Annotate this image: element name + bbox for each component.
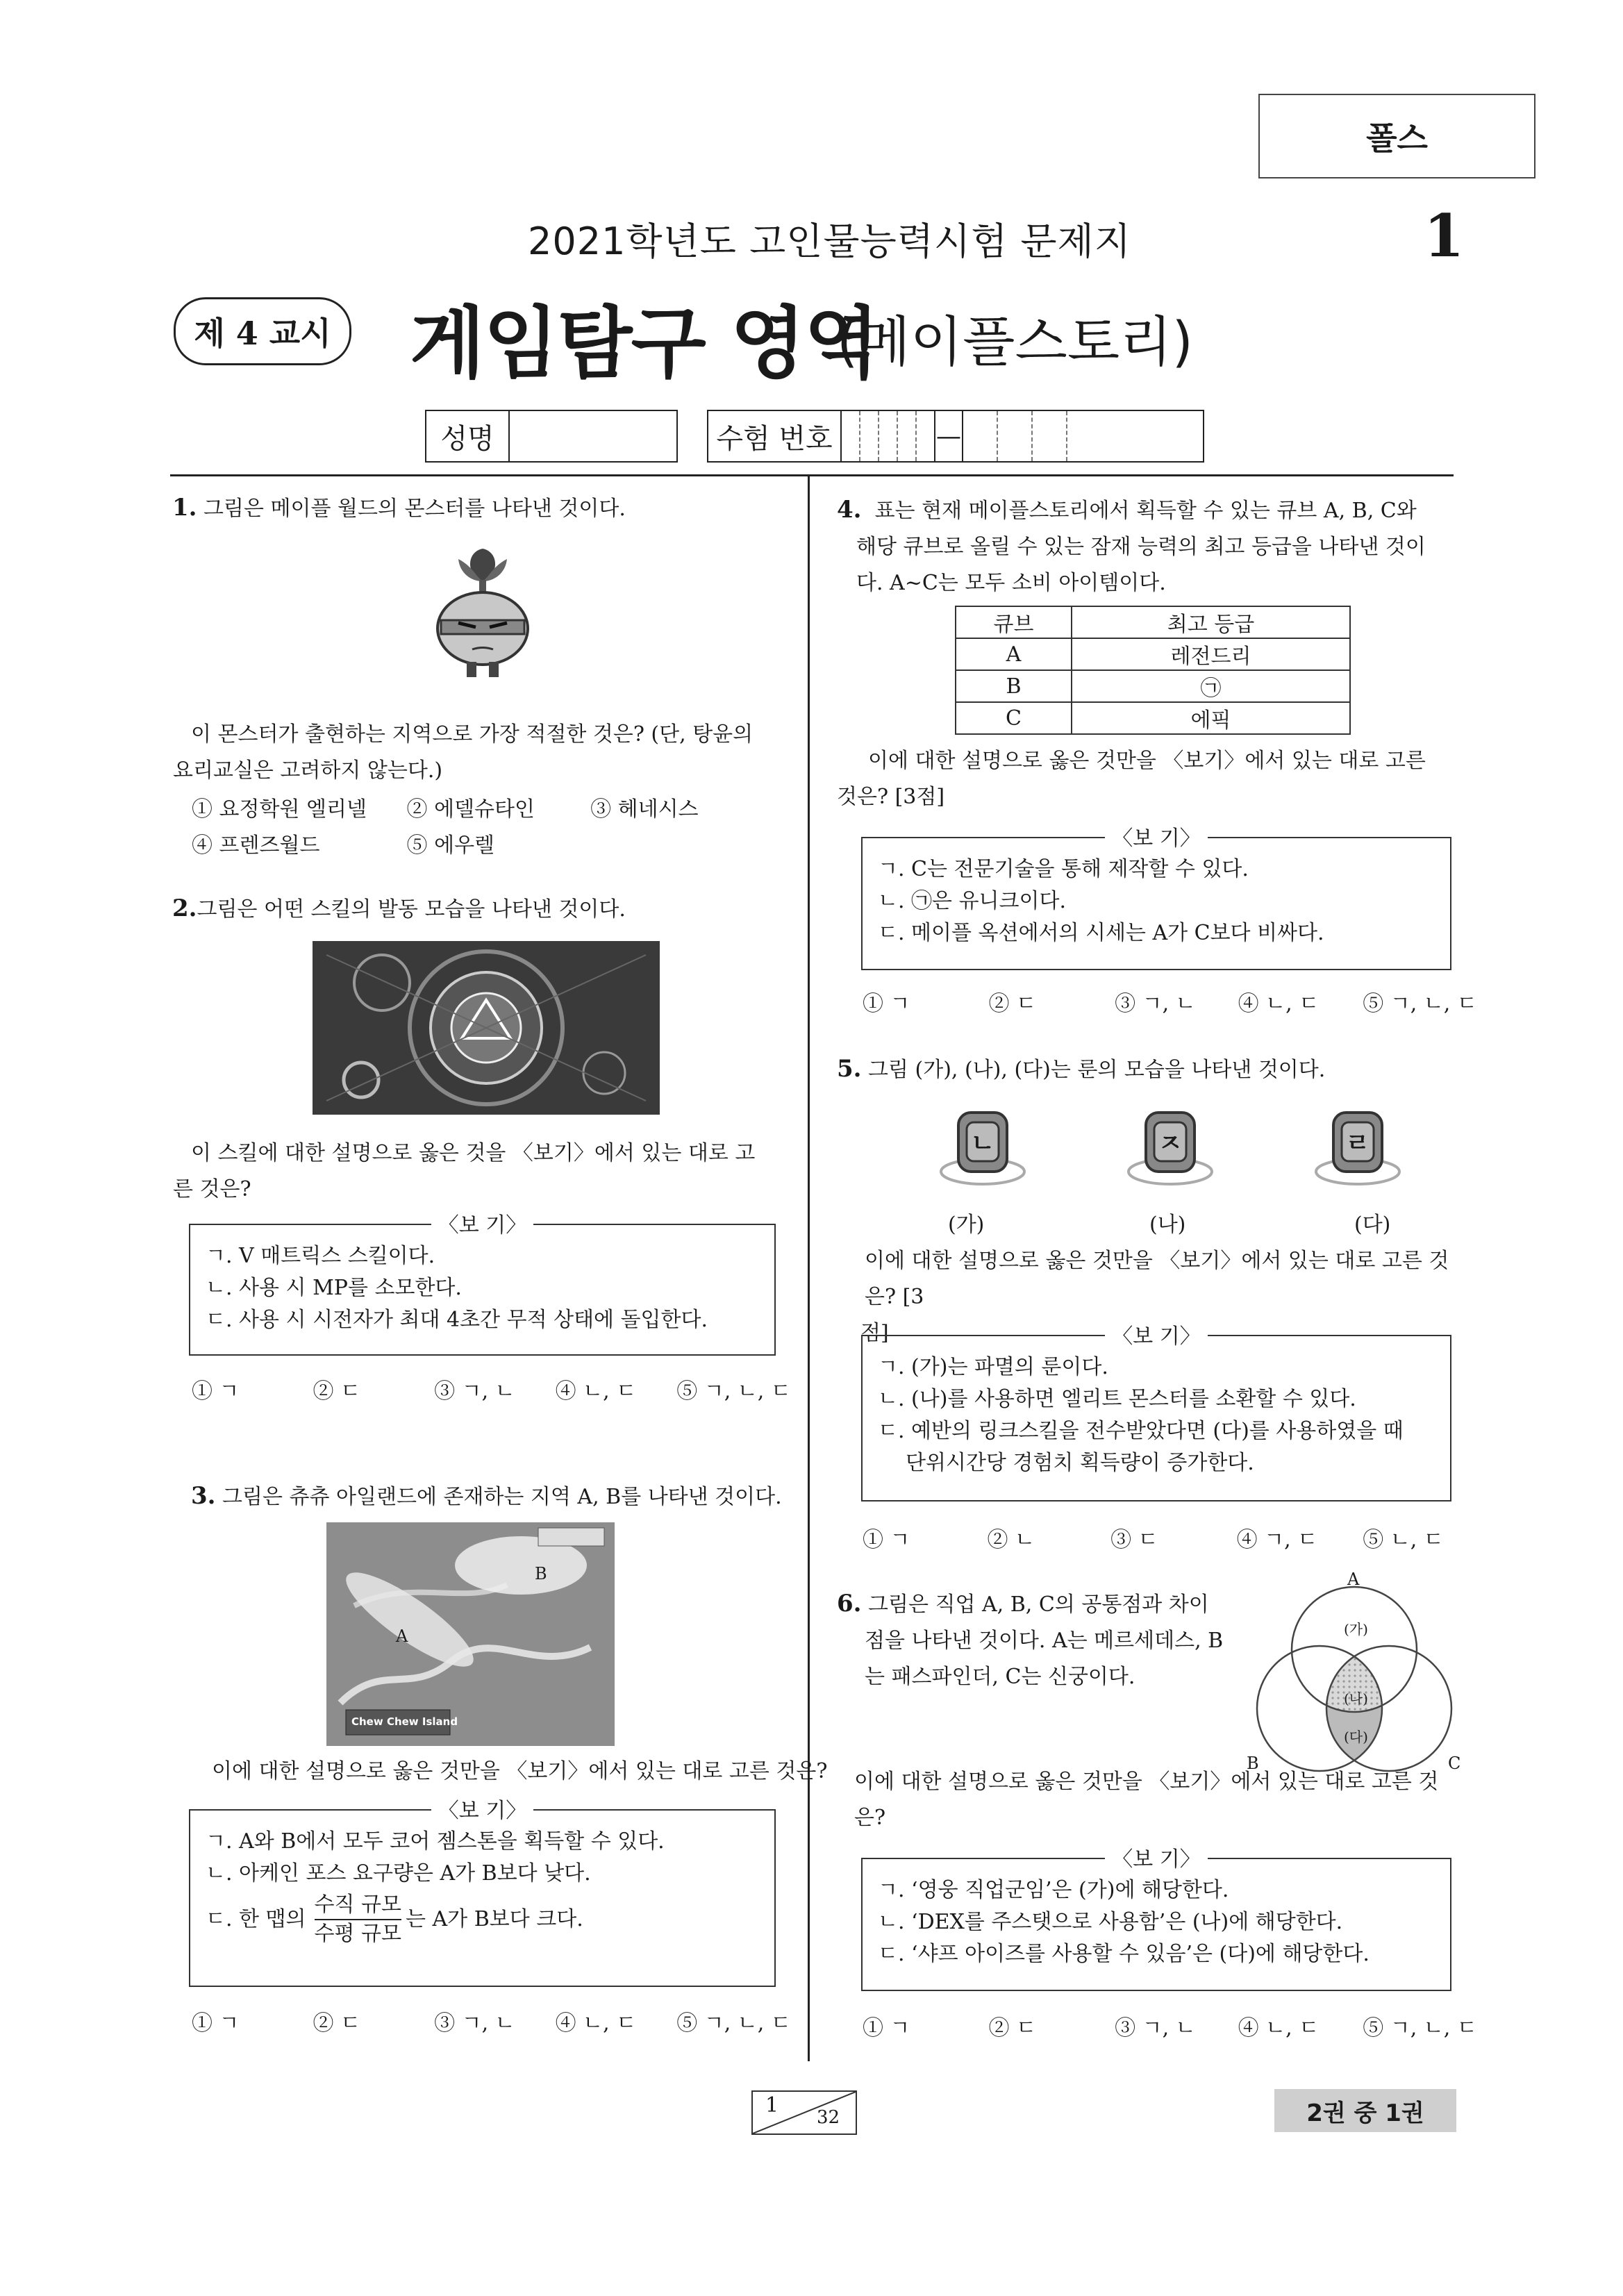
name-label: 성명 [426, 411, 510, 461]
q5-number: 5. [837, 1055, 862, 1083]
q1-question-line2: 요리교실은 고려하지 않는다.) [173, 758, 443, 783]
table-cell: 레전드리 [1072, 638, 1350, 670]
q6-choice-5[interactable]: ⑤ ㄱ, ㄴ, ㄷ [1363, 2016, 1477, 2040]
table-cell: 에픽 [1072, 702, 1350, 734]
q5-bogi-item: ㄱ. (가)는 파멸의 룬이다. [878, 1355, 1108, 1379]
q4-choices [863, 986, 1477, 1017]
map-label-a: A [396, 1627, 408, 1646]
q3-map [326, 1522, 615, 1746]
q5-stem [837, 1051, 1325, 1088]
q4-bogi-item: ㄷ. 메이플 옥션에서의 시세는 A가 C보다 비싸다. [878, 921, 1324, 945]
exam-number-label: 수험 번호 [708, 411, 842, 461]
q6-stem-line1: 그림은 직업 A, B, C의 공통점과 차이 [868, 1592, 1209, 1617]
q6-choice-3[interactable]: ③ ㄱ, ㄴ [1115, 2016, 1196, 2040]
q3-choice-3[interactable]: ③ ㄱ, ㄴ [434, 2011, 515, 2036]
q2-question-line2: 른 것은? [173, 1177, 251, 1201]
q4-cube-table [955, 606, 1351, 735]
rune-letter: ㄹ [1345, 1129, 1370, 1158]
q6-bogi-item: ㄴ. ‘DEX를 주스탯으로 사용함’은 (나)에 해당한다. [878, 1910, 1343, 1934]
q2-choice-3[interactable]: ③ ㄱ, ㄴ [434, 1379, 515, 1404]
q3-question: 이에 대한 설명으로 옳은 것만을 〈보기〉에서 있는 대로 고른 것은? [212, 1759, 828, 1783]
q3-choice-2[interactable]: ② ㄷ [313, 2011, 361, 2036]
q1-question [173, 717, 788, 789]
subject-subtitle: (메이플스토리) [837, 311, 1193, 374]
name-input-area[interactable] [510, 411, 676, 461]
q4-stem-line3: 다. A~C는 모두 소비 아이템이다. [856, 571, 1166, 595]
q1-choice-1[interactable]: ① 요정학원 엘리넬 [192, 797, 367, 822]
q4-stem [837, 492, 1455, 601]
q3-bogi-title: 〈보 기〉 [431, 1799, 534, 1823]
q5-choices [863, 1522, 1444, 1553]
number-dash: — [935, 411, 963, 461]
period-badge: 제 4 교시 [174, 297, 351, 365]
table-header: 큐브 [956, 606, 1072, 638]
q6-question-line1: 이에 대한 설명으로 옳은 것만을 〈보기〉에서 있는 대로 고른 것 [854, 1770, 1439, 1794]
header-divider [170, 474, 1454, 476]
number-cell[interactable] [998, 411, 1033, 461]
q2-bogi-item: ㄷ. 사용 시 시전자가 최대 4초간 무적 상태에 돌입한다. [206, 1308, 708, 1332]
q3-bogi-item: ㄱ. A와 B에서 모두 코어 젬스톤을 획득할 수 있다. [206, 1829, 665, 1854]
table-row [956, 638, 1350, 670]
q4-stem-line2: 해당 큐브로 올릴 수 있는 잠재 능력의 최고 등급을 나타낸 것이 [856, 535, 1426, 559]
number-cell[interactable] [1033, 411, 1067, 461]
q1-choice-3[interactable]: ③ 헤네시스 [590, 797, 699, 822]
q4-number: 4. [837, 496, 862, 524]
q6-stem-line3: 는 패스파인더, C는 신궁이다. [865, 1665, 1135, 1689]
number-cell[interactable] [1067, 411, 1101, 461]
q1-choice-5[interactable]: ⑤ 에우렐 [406, 833, 495, 858]
rune-letter: ㄴ [970, 1129, 995, 1158]
q6-number: 6. [837, 1590, 862, 1617]
q6-question-line2: 은? [854, 1806, 886, 1830]
table-cell: C [956, 702, 1072, 734]
rune-3 [1313, 1106, 1403, 1192]
venn-svg [1247, 1573, 1462, 1781]
q5-choice-2[interactable]: ② ㄴ [987, 1528, 1035, 1552]
q6-bogi-title: 〈보 기〉 [1105, 1847, 1208, 1872]
q6-stem-line2: 점을 나타낸 것이다. A는 메르세데스, B [865, 1629, 1224, 1653]
table-header-row [956, 606, 1350, 638]
rune-label-na: (나) [1149, 1213, 1186, 1237]
q1-choices-row1 [192, 792, 699, 822]
q4-stem-line1: 표는 현재 메이플스토리에서 획득할 수 있는 큐브 A, B, C와 [874, 499, 1417, 523]
number-cell[interactable] [879, 411, 898, 461]
q5-question-line1: 이에 대한 설명으로 옳은 것만을 〈보기〉에서 있는 대로 고른 것은? [3 [865, 1249, 1449, 1309]
q2-question-line1: 이 스킬에 대한 설명으로 옳은 것을 〈보기〉에서 있는 대로 고 [191, 1141, 756, 1165]
table-cell: A [956, 638, 1072, 670]
q4-bogi-title: 〈보 기〉 [1105, 826, 1208, 851]
table-cell: ㉠ [1072, 670, 1350, 702]
q6-bogi-item: ㄱ. ‘영웅 직업군임’은 (가)에 해당한다. [878, 1878, 1229, 1902]
map-sign: Chew Chew Island [351, 1715, 458, 1728]
q4-question-line1: 이에 대한 설명으로 옳은 것만을 〈보기〉에서 있는 대로 고른 [868, 749, 1426, 773]
q1-choices-row2 [192, 828, 494, 858]
q1-stem-text: 그림은 메이플 월드의 몬스터를 나타낸 것이다. [203, 497, 626, 521]
rune-label-da: (다) [1354, 1213, 1391, 1237]
q6-choice-2[interactable]: ② ㄷ [988, 2016, 1037, 2040]
q6-venn-diagram [1247, 1570, 1462, 1781]
q4-choice-5[interactable]: ⑤ ㄱ, ㄴ, ㄷ [1363, 992, 1477, 1016]
q4-choice-4[interactable]: ④ ㄴ, ㄷ [1238, 992, 1320, 1016]
q4-bogi-box [861, 826, 1451, 970]
q4-choice-2[interactable]: ② ㄷ [988, 992, 1037, 1016]
venn-label-b: B [1247, 1754, 1259, 1773]
q4-question-line2: 것은? [3점] [837, 785, 945, 809]
q6-choice-1[interactable]: ① ㄱ [863, 2016, 910, 2040]
q5-stem-text: 그림 (가), (나), (다)는 룬의 모습을 나타낸 것이다. [868, 1058, 1326, 1082]
q3-bogi-3-prefix: ㄷ. 한 맵의 [206, 1907, 306, 1931]
q5-choice-5[interactable]: ⑤ ㄴ, ㄷ [1363, 1528, 1444, 1552]
name-field[interactable] [425, 410, 678, 463]
q2-bogi-title: 〈보 기〉 [431, 1213, 534, 1238]
table-cell: B [956, 670, 1072, 702]
q2-choice-5[interactable]: ⑤ ㄱ, ㄴ, ㄷ [676, 1379, 791, 1404]
fraction-numerator: 수직 규모 [315, 1891, 401, 1920]
venn-region-na: (나) [1344, 1690, 1368, 1707]
q2-bogi-item: ㄴ. 사용 시 MP를 소모한다. [206, 1276, 462, 1300]
q2-choices [192, 1374, 791, 1404]
exam-title: 2021학년도 고인물능력시험 문제지 [528, 219, 1131, 263]
q2-stem-text: 그림은 어떤 스킬의 발동 모습을 나타낸 것이다. [197, 897, 626, 922]
q1-choice-4[interactable]: ④ 프렌즈월드 [192, 833, 320, 858]
q3-choices [192, 2006, 791, 2036]
q5-bogi-item: ㄷ. 예반의 링크스킬을 전수받았다면 (다)를 사용하였을 때 [878, 1419, 1404, 1443]
q5-bogi-box [861, 1324, 1451, 1501]
q3-bogi-3-suffix: 는 A가 B보다 크다. [406, 1907, 583, 1931]
fraction-denominator: 수평 규모 [314, 1922, 401, 1946]
q3-fraction [315, 1891, 401, 1948]
q3-bogi-box [189, 1799, 776, 1987]
q6-question [854, 1764, 1458, 1836]
q2-question [173, 1135, 788, 1208]
q1-number: 1. [172, 494, 197, 522]
q6-bogi-item: ㄷ. ‘샤프 아이즈를 사용할 수 있음’은 (다)에 해당한다. [878, 1942, 1370, 1966]
q6-stem [837, 1586, 1267, 1695]
q6-choice-4[interactable]: ④ ㄴ, ㄷ [1238, 2016, 1320, 2040]
subject-title: 게임탐구 영역 [410, 299, 879, 389]
map-label-b: B [535, 1564, 547, 1583]
q2-bogi-box [189, 1213, 776, 1356]
venn-region-ga: (가) [1344, 1621, 1368, 1638]
number-cell[interactable] [917, 411, 935, 461]
q1-question-line1: 이 몬스터가 출현하는 지역으로 가장 적절한 것은? (단, 탕윤의 [191, 722, 754, 747]
q6-bogi-box [861, 1847, 1451, 1991]
q2-choice-2[interactable]: ② ㄷ [313, 1379, 361, 1404]
q3-choice-1[interactable]: ① ㄱ [192, 2011, 240, 2036]
page-indicator [751, 2090, 857, 2135]
page-total: 32 [817, 2107, 840, 2128]
rune-label-ga: (가) [948, 1213, 985, 1237]
q2-choice-1[interactable]: ① ㄱ [192, 1379, 240, 1404]
table-row [956, 702, 1350, 734]
number-cell[interactable] [898, 411, 917, 461]
q3-choice-5[interactable]: ⑤ ㄱ, ㄴ, ㄷ [676, 2011, 791, 2036]
table-row [956, 670, 1350, 702]
page-current: 1 [765, 2093, 779, 2118]
skill-image [313, 941, 660, 1115]
q2-number: 2. [172, 895, 197, 922]
number-cell[interactable] [860, 411, 879, 461]
q6-choices [863, 2011, 1477, 2041]
q5-bogi-item: ㄴ. (나)를 사용하면 엘리트 몬스터를 소환할 수 있다. [878, 1387, 1356, 1411]
q5-choice-3[interactable]: ③ ㄷ [1110, 1528, 1158, 1552]
venn-region-da: (다) [1344, 1729, 1368, 1745]
q5-bogi-title: 〈보 기〉 [1105, 1324, 1208, 1349]
rune-letter: ㅈ [1158, 1129, 1183, 1158]
exam-number-field[interactable] [707, 410, 1204, 463]
q4-bogi-item: ㄴ. ㉠은 유니크이다. [878, 889, 1067, 913]
q2-stem [172, 890, 626, 928]
number-cell[interactable] [963, 411, 998, 461]
number-cell[interactable] [842, 411, 860, 461]
q5-choice-1[interactable]: ① ㄱ [863, 1528, 910, 1552]
q4-choice-3[interactable]: ③ ㄱ, ㄴ [1115, 992, 1196, 1016]
q4-bogi-item: ㄱ. C는 전문기술을 통해 제작할 수 있다. [878, 857, 1249, 881]
page-number-large: 1 [1424, 201, 1465, 270]
q3-choice-4[interactable]: ④ ㄴ, ㄷ [555, 2011, 637, 2036]
q3-bogi-item: ㄴ. 아케인 포스 요구량은 A가 B보다 낮다. [206, 1861, 591, 1886]
q5-choice-4[interactable]: ④ ㄱ, ㄷ [1236, 1528, 1318, 1552]
q3-stem-text: 그림은 츄츄 아일랜드에 존재하는 지역 A, B를 나타낸 것이다. [222, 1485, 782, 1509]
column-divider [808, 476, 810, 2061]
q3-number: 3. [191, 1482, 216, 1510]
table-header: 최고 등급 [1072, 606, 1350, 638]
q4-choice-1[interactable]: ① ㄱ [863, 992, 910, 1016]
rune-1 [938, 1106, 1028, 1192]
q1-choice-2[interactable]: ② 에델슈타인 [406, 797, 535, 822]
q1-stem [172, 490, 626, 527]
q3-bogi-item-fraction [206, 1891, 759, 1948]
q2-bogi-item: ㄱ. V 매트릭스 스킬이다. [206, 1244, 435, 1268]
q3-stem [191, 1478, 782, 1515]
venn-label-c: C [1448, 1754, 1461, 1773]
venn-label-a: A [1347, 1570, 1360, 1589]
rune-2 [1125, 1106, 1215, 1192]
exam-type-box: 폴스 [1258, 94, 1535, 178]
q2-choice-4[interactable]: ④ ㄴ, ㄷ [555, 1379, 637, 1404]
q5-question-line2: 점] [860, 1321, 889, 1345]
q5-bogi-item-cont: 단위시간당 경험치 획득량이 증가한다. [906, 1451, 1254, 1475]
volume-badge: 2권 중 1권 [1274, 2089, 1456, 2132]
q4-question [837, 743, 1458, 815]
map-image [326, 1522, 615, 1746]
monster-image [417, 545, 549, 684]
